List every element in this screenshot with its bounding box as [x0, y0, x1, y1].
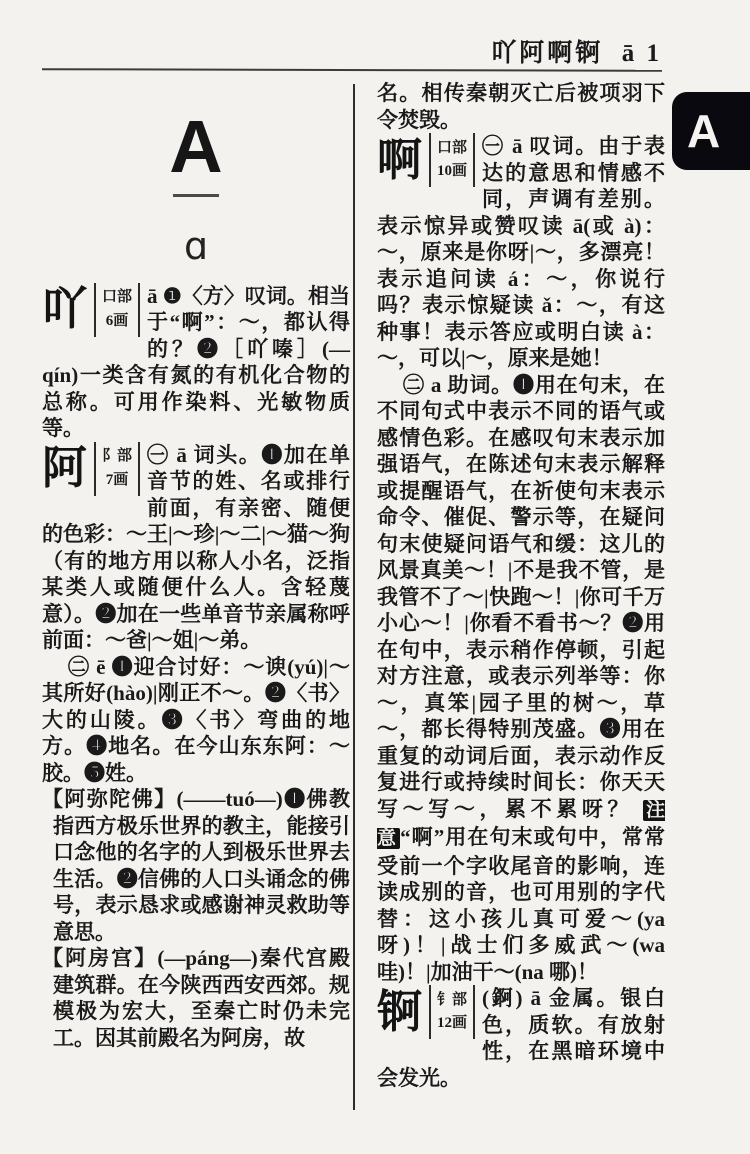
entry-ya-strokes: 6画 [105, 312, 129, 329]
entry-a-prefix-radical-box [94, 442, 140, 496]
entry-ya-radical-box [94, 283, 140, 337]
entry-actinium-strokes: 12画 [437, 1015, 468, 1031]
entry-ya-definition: ā ❶〈方〉叹词。相当于“啊”：～，都认得的？❷［吖嗪］(—qín)一类含有氮的有机化合物的总称。可用作染料、光敏物质等。 [42, 283, 350, 441]
compound-epanggong: 【阿房宫】(—páng—)秦代宫殿建筑群。在今陕西西安西郊。规模极为宏大，至秦亡时仍未完工。因其前殿名为阿房，故 [42, 946, 350, 1050]
compound-amituofo: 【阿弥陀佛】(——tuó—)❶佛教指西方极乐世界的教主，能接引口念他的名字的人到极乐世界去生活。❷信佛的人口头诵念的佛号，表示恳求或感谢神灵救助等意思。 [42, 787, 350, 944]
entry-actinium-headblock [377, 985, 475, 1039]
entry-a-prefix-sense2: ㊁ ē ❶迎合讨好：～谀(yú)|～其所好(hào)|刚正不～。❷〈书〉大的山陵。❸〈书〉弯曲的地方。❹地名。在今山东东阿：～胶。❺姓。 [42, 654, 350, 785]
epanggong-continuation: 名。相传秦朝灭亡后被项羽下令焚毁。 [377, 81, 665, 132]
section-letter: A [169, 105, 223, 188]
entry-a-interjection [377, 133, 665, 985]
entry-actinium-definition: (錒) ā 金属。银白色，质软。有放射性，在黑暗环境中会发光。 [377, 986, 665, 1090]
sense2-text-before-note: ㊁ a 助词。❶用在句末，在不同句式中表示不同的语气或感情色彩。在感叹句末表示加强语气，在陈述句末表示解释或提醒语气，在祈使句末表示命令、催促、警示等，在疑问句末使疑问语气和缓：这儿的风景真美～！|不是我不管，是我管不了～|快跑～！|你可千万小心～！|你看不看书～？❷用在句中，表示稍作停顿，引起对方注意，或表示列举等：你～，真笨|园子里的树～，草～，都长得特别茂盛。❸用在重复的动词后面，表示动作反复进行或持续时间长：你天天写～写～，累不累呀？ [377, 372, 665, 821]
section-letter-underline [173, 194, 219, 197]
entry-ya [42, 283, 350, 442]
entry-actinium-headword: 锕 [377, 986, 423, 1037]
left-column [42, 105, 350, 1051]
entry-a-interjection-sense1: ㊀ ā 叹词。由于表达的意思和情感不同，声调有差别。表示惊异或赞叹读 ā(或 à)：～，原来是你呀|～，多漂亮！表示追问读 á：～，你说行吗？表示惊疑读 ǎ：～，有这种事！表示答应或明白读 à：～，可以|～，原来是她！ [377, 134, 665, 370]
running-head: 吖阿啊锕 ā 1 [491, 40, 662, 67]
entry-a-interjection-sense2 [377, 372, 665, 986]
entry-actinium-radical-box [429, 985, 475, 1039]
section-thumb-tab [672, 92, 750, 170]
header-rule [42, 68, 662, 72]
entry-a-prefix-headblock [42, 442, 140, 496]
entry-a-interjection-headword: 啊 [377, 134, 423, 185]
column-divider [353, 84, 355, 1110]
entry-a-interjection-headblock [377, 133, 475, 187]
entry-a-prefix [42, 442, 350, 787]
right-column [377, 80, 665, 1091]
entry-ya-headblock [42, 283, 140, 337]
section-heading [42, 105, 350, 268]
entry-a-interjection-radical-box [429, 133, 475, 187]
note-badge: 注意 [377, 799, 666, 849]
entry-a-prefix-sense1: ㊀ ā 词头。❶加在单音节的姓、名或排行前面，有亲密、随便的色彩：～王|～珍|～二|～猫～狗（有的地方用以称人小名，泛指某类人或随便什么人。含轻蔑意）。❷加在一些单音节亲属称呼前面：～爸|～姐|～弟。 [42, 442, 350, 653]
entry-a-prefix-headword: 阿 [42, 443, 88, 494]
entry-ya-radical: 口部 [102, 289, 133, 306]
entry-a-prefix-radical: 阝部 [102, 448, 133, 465]
entry-actinium-radical: 钅部 [437, 991, 468, 1008]
sense2-text-after-note: “啊”用在句末或句中，常常受前一个字收尾音的影响，连读成别的音，也可用别的字代替：这小孩儿真可爱～(ya 呀)！|战士们多威武～(wa 哇)！|加油干～(na 哪)！ [377, 825, 665, 984]
entry-a-prefix-strokes: 7画 [105, 471, 129, 488]
entry-a-interjection-strokes: 10画 [437, 163, 468, 179]
entry-ya-headword: 吖 [42, 284, 88, 335]
entry-actinium [377, 985, 665, 1091]
entry-a-interjection-radical: 口部 [437, 139, 468, 156]
section-tab-letter: A [687, 105, 721, 157]
section-pinyin: ɑ [183, 223, 209, 268]
